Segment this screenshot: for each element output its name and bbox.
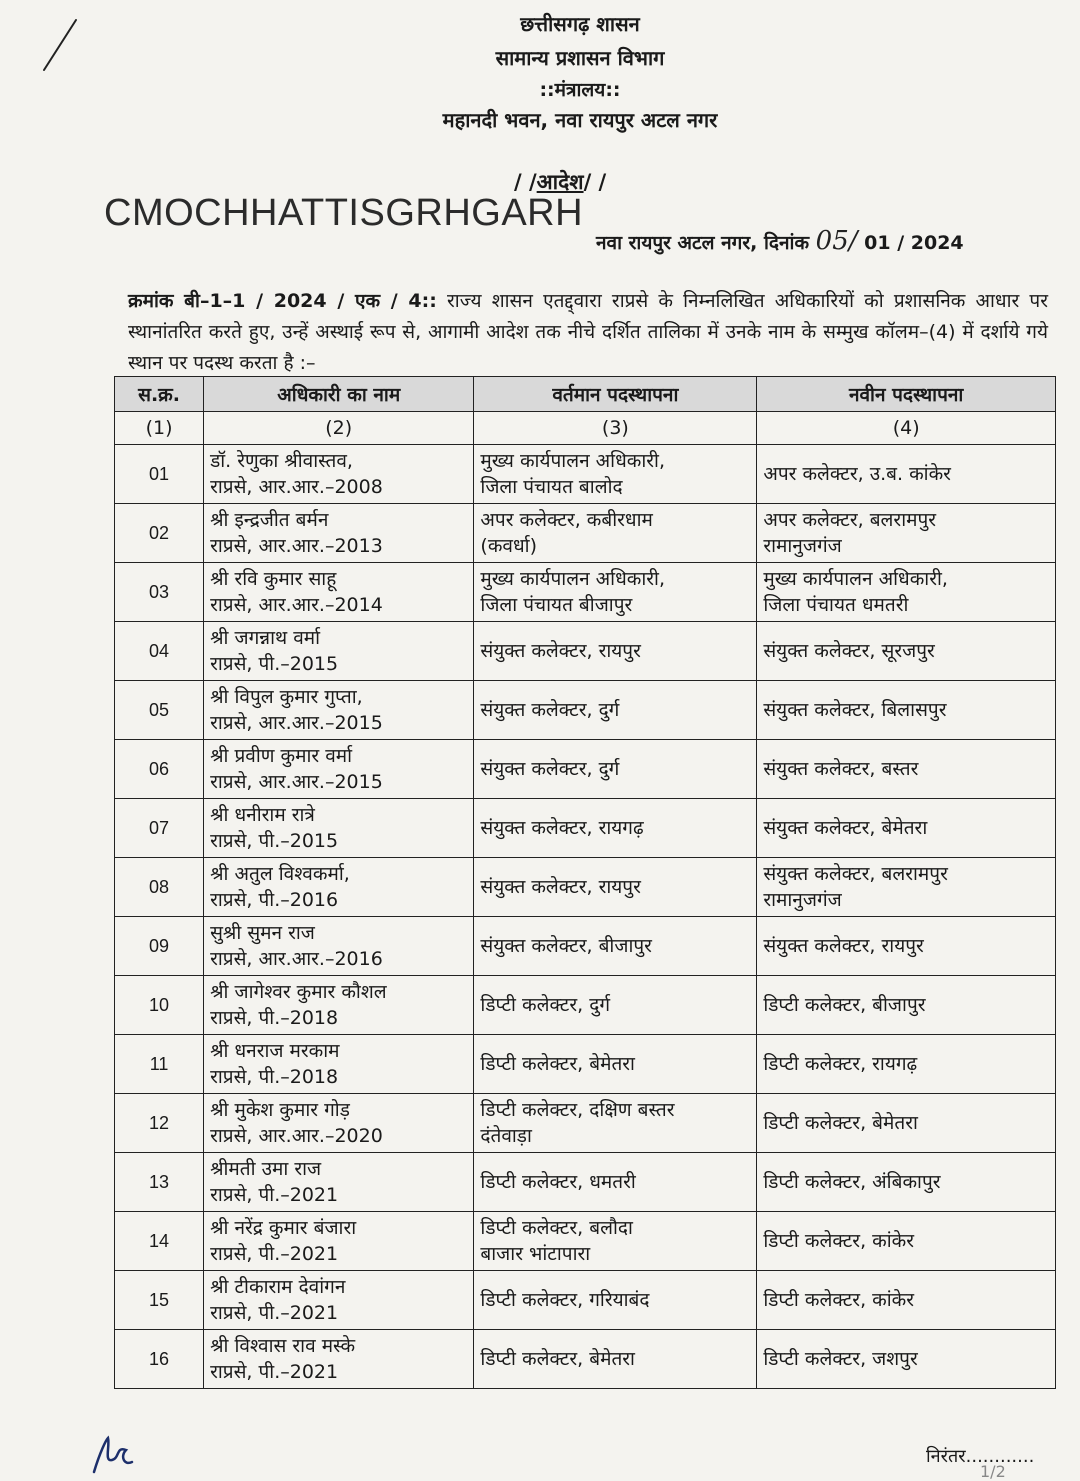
cell-officer-name-line-1: श्री इन्द्रजीत बर्मन bbox=[210, 509, 329, 531]
table-row bbox=[115, 681, 1056, 740]
table-body bbox=[115, 445, 1056, 1389]
cell-new-posting-line-2: रामानुजगंज bbox=[763, 535, 842, 557]
cell-current-posting-line-2: (कवर्धा) bbox=[480, 535, 537, 557]
cell-serial bbox=[115, 1153, 204, 1212]
colnum-1: (1) bbox=[115, 412, 204, 445]
cell-new-posting bbox=[757, 1212, 1056, 1271]
cell-current-posting-line-1: डिप्टी कलेक्टर, बेमेतरा bbox=[480, 1053, 635, 1075]
cell-current-posting bbox=[474, 1035, 757, 1094]
cell-officer-name-line-1: श्री मुकेश कुमार गोड़ bbox=[210, 1099, 350, 1121]
department-name: सामान्य प्रशासन विभाग bbox=[495, 46, 665, 70]
cell-serial-line-1: 11 bbox=[149, 1054, 169, 1074]
cell-new-posting bbox=[757, 445, 1056, 504]
office-address: महानदी भवन, नवा रायपुर अटल नगर bbox=[442, 108, 718, 132]
cell-officer-name-line-2: राप्रसे, आर.आर.–2008 bbox=[210, 476, 383, 498]
table-row bbox=[115, 1271, 1056, 1330]
cell-current-posting bbox=[474, 858, 757, 917]
header-current-posting: वर्तमान पदस्थापना bbox=[474, 377, 757, 412]
cell-current-posting bbox=[474, 445, 757, 504]
cell-officer-name bbox=[204, 1153, 474, 1212]
cell-new-posting-line-1: डिप्टी कलेक्टर, कांकेर bbox=[763, 1230, 915, 1252]
cell-serial bbox=[115, 917, 204, 976]
header-serial: स.क्र. bbox=[115, 377, 204, 412]
colnum-3: (3) bbox=[474, 412, 757, 445]
cell-current-posting-line-1: अपर कलेक्टर, कबीरधाम bbox=[480, 509, 653, 531]
cell-serial-line-1: 14 bbox=[149, 1231, 170, 1251]
cell-new-posting bbox=[757, 1094, 1056, 1153]
cell-serial-line-1: 06 bbox=[149, 759, 170, 779]
cell-officer-name bbox=[204, 740, 474, 799]
page-number: 1/2 bbox=[980, 1462, 1006, 1481]
cell-new-posting-line-1: संयुक्त कलेक्टर, बलरामपुर bbox=[763, 863, 948, 885]
cell-new-posting bbox=[757, 1330, 1056, 1389]
dateline-place: नवा रायपुर अटल नगर, दिनांक bbox=[596, 232, 810, 254]
cell-officer-name-line-2: राप्रसे, आर.आर.–2014 bbox=[210, 594, 383, 616]
cell-new-posting-line-1: डिप्टी कलेक्टर, बीजापुर bbox=[763, 994, 926, 1016]
dateline-handwritten-day: 05/ bbox=[815, 226, 858, 256]
cell-serial bbox=[115, 858, 204, 917]
order-title-text: आदेश bbox=[536, 170, 584, 194]
cell-officer-name-line-2: राप्रसे, पी.–2021 bbox=[210, 1302, 339, 1324]
cell-officer-name-line-1: श्री रवि कुमार साहू bbox=[210, 568, 337, 590]
table-row bbox=[115, 1153, 1056, 1212]
transfer-table bbox=[114, 376, 1056, 1389]
continued-note: निरंतर............ bbox=[926, 1446, 1035, 1467]
govt-name: छत्तीसगढ़ शासन bbox=[520, 12, 640, 36]
cell-current-posting-line-1: डिप्टी कलेक्टर, बलौदा bbox=[480, 1217, 633, 1239]
cell-current-posting bbox=[474, 622, 757, 681]
cell-current-posting bbox=[474, 1094, 757, 1153]
cell-new-posting-line-1: डिप्टी कलेक्टर, कांकेर bbox=[763, 1289, 915, 1311]
cell-officer-name-line-2: राप्रसे, आर.आर.–2016 bbox=[210, 948, 383, 970]
cell-officer-name-line-2: राप्रसे, पी.–2018 bbox=[210, 1066, 339, 1088]
cell-new-posting-line-1: अपर कलेक्टर, बलरामपुर bbox=[763, 509, 937, 531]
table-row bbox=[115, 563, 1056, 622]
table-header-row bbox=[115, 377, 1056, 412]
cell-current-posting bbox=[474, 563, 757, 622]
table-row bbox=[115, 917, 1056, 976]
cell-serial bbox=[115, 976, 204, 1035]
ministry-label: ::मंत्रालय:: bbox=[539, 79, 621, 101]
cell-serial bbox=[115, 799, 204, 858]
cell-new-posting bbox=[757, 563, 1056, 622]
cell-current-posting-line-1: डिप्टी कलेक्टर, बेमेतरा bbox=[480, 1348, 635, 1370]
cell-officer-name bbox=[204, 1035, 474, 1094]
cell-current-posting-line-1: डिप्टी कलेक्टर, दक्षिण बस्तर bbox=[480, 1099, 675, 1121]
cell-officer-name-line-2: राप्रसे, पी.–2016 bbox=[210, 889, 339, 911]
cell-officer-name-line-2: राप्रसे, आर.आर.–2013 bbox=[210, 535, 383, 557]
cell-new-posting bbox=[757, 622, 1056, 681]
cell-new-posting bbox=[757, 504, 1056, 563]
cell-current-posting-line-1: संयुक्त कलेक्टर, दुर्ग bbox=[480, 699, 620, 721]
cell-officer-name-line-2: राप्रसे, आर.आर.–2015 bbox=[210, 712, 383, 734]
cell-officer-name bbox=[204, 1271, 474, 1330]
cell-serial-line-1: 12 bbox=[149, 1113, 170, 1133]
cell-officer-name-line-1: श्री विपुल कुमार गुप्ता, bbox=[210, 686, 363, 708]
cell-serial-line-1: 08 bbox=[149, 877, 170, 897]
cell-current-posting bbox=[474, 1271, 757, 1330]
cell-serial-line-1: 03 bbox=[149, 582, 170, 602]
cell-current-posting-line-2: बाजार भांटापारा bbox=[480, 1243, 591, 1265]
cell-officer-name-line-1: डॉ. रेणुका श्रीवास्तव, bbox=[210, 450, 353, 472]
cell-new-posting bbox=[757, 976, 1056, 1035]
cell-serial-line-1: 07 bbox=[149, 818, 170, 838]
cell-serial bbox=[115, 1094, 204, 1153]
cell-current-posting-line-1: संयुक्त कलेक्टर, रायपुर bbox=[480, 876, 641, 898]
cell-officer-name-line-2: राप्रसे, पी.–2021 bbox=[210, 1184, 339, 1206]
header-new-posting: नवीन पदस्थापना bbox=[757, 377, 1056, 412]
table-row bbox=[115, 1212, 1056, 1271]
cell-current-posting-line-1: संयुक्त कलेक्टर, बीजापुर bbox=[480, 935, 652, 957]
dateline bbox=[596, 226, 964, 256]
cell-serial-line-1: 16 bbox=[149, 1349, 170, 1369]
cell-current-posting-line-1: मुख्य कार्यपालन अधिकारी, bbox=[480, 568, 666, 590]
table-row bbox=[115, 1330, 1056, 1389]
cell-new-posting-line-1: अपर कलेक्टर, उ.ब. कांकेर bbox=[763, 463, 951, 485]
table-row bbox=[115, 504, 1056, 563]
cell-serial-line-1: 05 bbox=[149, 700, 170, 720]
cell-new-posting-line-1: संयुक्त कलेक्टर, रायपुर bbox=[763, 935, 924, 957]
cell-new-posting bbox=[757, 681, 1056, 740]
cell-officer-name bbox=[204, 622, 474, 681]
cell-serial-line-1: 09 bbox=[149, 936, 170, 956]
signature-scribble bbox=[86, 1432, 136, 1478]
cell-serial-line-1: 10 bbox=[149, 995, 170, 1015]
table-row bbox=[115, 799, 1056, 858]
cell-current-posting-line-1: संयुक्त कलेक्टर, दुर्ग bbox=[480, 758, 620, 780]
cell-serial bbox=[115, 1035, 204, 1094]
watermark-text: CMOCHHATTISGRHGARH bbox=[104, 192, 584, 234]
cell-new-posting-line-2: जिला पंचायत धमतरी bbox=[763, 594, 909, 616]
table-colnum-row bbox=[115, 412, 1056, 445]
cell-current-posting bbox=[474, 1330, 757, 1389]
cell-serial bbox=[115, 681, 204, 740]
cell-current-posting bbox=[474, 1153, 757, 1212]
order-title-suffix: / / bbox=[583, 170, 607, 194]
cell-officer-name-line-1: श्री प्रवीण कुमार वर्मा bbox=[210, 745, 353, 767]
cell-new-posting-line-1: संयुक्त कलेक्टर, बिलासपुर bbox=[763, 699, 947, 721]
cell-officer-name-line-1: श्री जागेश्वर कुमार कौशल bbox=[210, 981, 387, 1003]
cell-officer-name-line-2: राप्रसे, आर.आर.–2020 bbox=[210, 1125, 383, 1147]
cell-serial bbox=[115, 1212, 204, 1271]
cell-serial-line-1: 15 bbox=[149, 1290, 170, 1310]
cell-officer-name bbox=[204, 858, 474, 917]
cell-current-posting-line-1: संयुक्त कलेक्टर, रायगढ़ bbox=[480, 817, 644, 839]
cell-officer-name-line-1: श्री धनराज मरकाम bbox=[210, 1040, 340, 1062]
cell-current-posting bbox=[474, 740, 757, 799]
cell-officer-name bbox=[204, 1330, 474, 1389]
cell-current-posting bbox=[474, 799, 757, 858]
cell-officer-name-line-1: श्री अतुल विश्वकर्मा, bbox=[210, 863, 350, 885]
cell-current-posting-line-2: जिला पंचायत बालोद bbox=[480, 476, 623, 498]
cell-current-posting bbox=[474, 1212, 757, 1271]
cell-officer-name-line-2: राप्रसे, पी.–2021 bbox=[210, 1243, 339, 1265]
cell-serial bbox=[115, 504, 204, 563]
cell-current-posting bbox=[474, 976, 757, 1035]
cell-officer-name bbox=[204, 799, 474, 858]
cell-new-posting-line-1: डिप्टी कलेक्टर, अंबिकापुर bbox=[763, 1171, 941, 1193]
cell-serial-line-1: 13 bbox=[149, 1172, 170, 1192]
cell-officer-name bbox=[204, 1212, 474, 1271]
cell-new-posting bbox=[757, 1153, 1056, 1212]
table-row bbox=[115, 622, 1056, 681]
cell-new-posting-line-1: संयुक्त कलेक्टर, बेमेतरा bbox=[763, 817, 928, 839]
cell-officer-name bbox=[204, 445, 474, 504]
cell-new-posting-line-1: मुख्य कार्यपालन अधिकारी, bbox=[763, 568, 948, 590]
cell-current-posting-line-1: मुख्य कार्यपालन अधिकारी, bbox=[480, 450, 666, 472]
table-row bbox=[115, 976, 1056, 1035]
cell-current-posting-line-1: संयुक्त कलेक्टर, रायपुर bbox=[480, 640, 641, 662]
cell-serial bbox=[115, 445, 204, 504]
table-row bbox=[115, 740, 1056, 799]
table-row bbox=[115, 1094, 1056, 1153]
cell-current-posting-line-2: दंतेवाड़ा bbox=[480, 1125, 532, 1147]
cell-current-posting-line-1: डिप्टी कलेक्टर, गरियाबंद bbox=[480, 1289, 650, 1311]
cell-new-posting-line-1: डिप्टी कलेक्टर, बेमेतरा bbox=[763, 1112, 918, 1134]
cell-officer-name-line-1: श्रीमती उमा राज bbox=[210, 1158, 322, 1180]
cell-officer-name-line-2: राप्रसे, पी.–2018 bbox=[210, 1007, 339, 1029]
cell-serial bbox=[115, 622, 204, 681]
cell-officer-name bbox=[204, 917, 474, 976]
cell-new-posting-line-1: डिप्टी कलेक्टर, रायगढ़ bbox=[763, 1053, 918, 1075]
cell-serial bbox=[115, 563, 204, 622]
cell-officer-name-line-1: श्री जगन्नाथ वर्मा bbox=[210, 627, 321, 649]
cell-officer-name-line-1: श्री विश्वास राव मस्के bbox=[210, 1335, 356, 1357]
cell-officer-name-line-2: राप्रसे, पी.–2015 bbox=[210, 653, 339, 675]
cell-officer-name bbox=[204, 1094, 474, 1153]
cell-officer-name bbox=[204, 976, 474, 1035]
cell-new-posting bbox=[757, 1035, 1056, 1094]
cell-new-posting bbox=[757, 1271, 1056, 1330]
colnum-2: (2) bbox=[204, 412, 474, 445]
cell-new-posting bbox=[757, 799, 1056, 858]
cell-officer-name-line-2: राप्रसे, पी.–2021 bbox=[210, 1361, 339, 1383]
cell-current-posting-line-2: जिला पंचायत बीजापुर bbox=[480, 594, 633, 616]
table-row bbox=[115, 445, 1056, 504]
cell-serial bbox=[115, 740, 204, 799]
cell-new-posting-line-1: डिप्टी कलेक्टर, जशपुर bbox=[763, 1348, 918, 1370]
order-title-prefix: / / bbox=[514, 170, 537, 194]
cell-serial-line-1: 01 bbox=[149, 464, 170, 484]
cell-current-posting bbox=[474, 917, 757, 976]
cell-officer-name bbox=[204, 563, 474, 622]
cell-current-posting-line-1: डिप्टी कलेक्टर, धमतरी bbox=[480, 1171, 636, 1193]
cell-serial-line-1: 04 bbox=[149, 641, 170, 661]
cell-current-posting bbox=[474, 681, 757, 740]
cell-officer-name-line-2: राप्रसे, पी.–2015 bbox=[210, 830, 339, 852]
order-reference: क्रमांक बी–1–1 / 2024 / एक / 4:: bbox=[128, 290, 437, 312]
cell-new-posting bbox=[757, 858, 1056, 917]
table-row bbox=[115, 1035, 1056, 1094]
cell-new-posting bbox=[757, 917, 1056, 976]
cell-serial bbox=[115, 1330, 204, 1389]
cell-new-posting bbox=[757, 740, 1056, 799]
cell-officer-name-line-1: श्री नरेंद्र कुमार बंजारा bbox=[210, 1217, 357, 1239]
cell-new-posting-line-2: रामानुजगंज bbox=[763, 889, 842, 911]
cell-current-posting-line-1: डिप्टी कलेक्टर, दुर्ग bbox=[480, 994, 611, 1016]
table-row bbox=[115, 858, 1056, 917]
cell-new-posting-line-1: संयुक्त कलेक्टर, बस्तर bbox=[763, 758, 919, 780]
cell-new-posting-line-1: संयुक्त कलेक्टर, सूरजपुर bbox=[763, 640, 935, 662]
order-paragraph bbox=[128, 286, 1048, 379]
header-officer-name: अधिकारी का नाम bbox=[204, 377, 474, 412]
cell-officer-name-line-1: श्री टीकाराम देवांगन bbox=[210, 1276, 346, 1298]
cell-officer-name-line-1: श्री धनीराम रात्रे bbox=[210, 804, 315, 826]
cell-serial bbox=[115, 1271, 204, 1330]
cell-officer-name bbox=[204, 504, 474, 563]
colnum-4: (4) bbox=[757, 412, 1056, 445]
order-body: राज्य शासन एतद्द्वारा राप्रसे के निम्नलिखित अधिकारियों को प्रशासनिक आधार पर स्थानांतरित करते हुए, उन्हें अस्थाई रूप से, आगामी आदेश तक नीचे दर्शित तालिका में उनके नाम के सम्मुख कॉलम–(4) में दर्शाये गये स्थान पर पदस्थ करता है :– bbox=[128, 290, 1048, 374]
cell-officer-name-line-2: राप्रसे, आर.आर.–2015 bbox=[210, 771, 383, 793]
cell-officer-name bbox=[204, 681, 474, 740]
cell-current-posting bbox=[474, 504, 757, 563]
cell-officer-name-line-1: सुश्री सुमन राज bbox=[210, 922, 315, 944]
dateline-month-year: 01 / 2024 bbox=[864, 232, 964, 254]
cell-serial-line-1: 02 bbox=[149, 523, 170, 543]
